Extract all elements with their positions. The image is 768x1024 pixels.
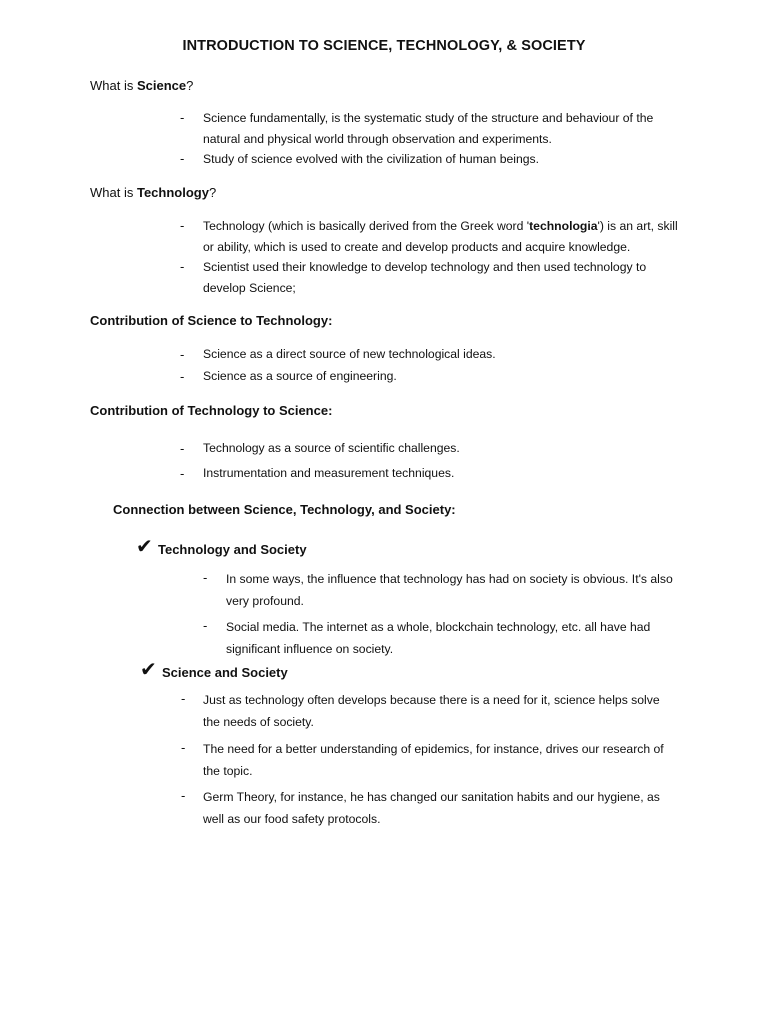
bullet-dash: -: [181, 691, 186, 706]
tech-society-bullet-1: In some ways, the influence that technology has had on society is obvious. It's also very profound.: [226, 572, 673, 608]
technology-bullet-1: [203, 216, 678, 257]
checkmark-icon: ✔: [140, 659, 157, 681]
bullet-dash: -: [180, 466, 185, 481]
bullet-dash: -: [180, 151, 185, 166]
sci-society-bullet-2: The need for a better understanding of epidemics, for instance, drives our research of the topic.: [203, 742, 664, 778]
science-term: Science: [136, 78, 187, 93]
connection-heading: Connection between Science, Technology, and Society:: [113, 502, 456, 517]
tech-to-sci-bullet-1: Technology as a source of scientific challenges.: [203, 441, 460, 455]
bullet-dash: -: [203, 570, 208, 585]
bullet-dash: -: [181, 788, 186, 803]
science-question-suffix: ?: [186, 78, 194, 93]
bullet-dash: -: [180, 259, 185, 274]
science-question-prefix: What is: [90, 78, 137, 93]
technology-bullet-1-pre: Technology (which is basically derived from the Greek word ': [203, 219, 530, 233]
sci-to-tech-heading: Contribution of Science to Technology:: [90, 313, 333, 328]
technology-question: [90, 185, 216, 200]
tech-society-heading: Technology and Society: [158, 542, 307, 557]
sci-society-bullet-1: Just as technology often develops because there is a need for it, science helps solve the needs of society.: [203, 693, 660, 729]
tech-to-sci-bullet-2: Instrumentation and measurement techniques.: [203, 466, 455, 480]
technologia-term: technologia: [529, 219, 598, 233]
sci-to-tech-bullet-1: Science as a direct source of new technological ideas.: [203, 347, 496, 361]
technology-bullet-2: Scientist used their knowledge to develop technology and then used technology to develop Science;: [203, 260, 647, 295]
bullet-dash: -: [203, 618, 208, 633]
technology-question-suffix: ?: [208, 185, 217, 200]
science-question: [90, 78, 193, 93]
bullet-dash: -: [180, 110, 185, 125]
science-bullet-2: Study of science evolved with the civilization of human beings.: [203, 152, 540, 166]
sci-society-heading: Science and Society: [162, 665, 288, 680]
sci-to-tech-bullet-2: Science as a source of engineering.: [203, 369, 397, 383]
technology-question-prefix: What is: [90, 185, 137, 200]
bullet-dash: -: [180, 369, 185, 384]
bullet-dash: -: [180, 441, 185, 456]
technology-bullet-1-post: ') is an art, skill or ability, which is used to create and develop products and acquire knowledge.: [203, 219, 678, 254]
tech-to-sci-heading: Contribution of Technology to Science:: [90, 403, 333, 418]
checkmark-icon: ✔: [136, 536, 153, 558]
technology-term: Technology: [136, 185, 209, 200]
science-bullet-1: Science fundamentally, is the systematic study of the structure and behaviour of the natural and physical world through observation and experiments.: [203, 111, 654, 146]
sci-society-bullet-3: Germ Theory, for instance, he has changed our sanitation habits and our hygiene, as well as our food safety protocols.: [203, 790, 660, 826]
page-title: INTRODUCTION TO SCIENCE, TECHNOLOGY, & SOCIETY: [182, 38, 586, 54]
tech-society-bullet-2: Social media. The internet as a whole, blockchain technology, etc. all have had significant influence on society.: [226, 620, 651, 656]
bullet-dash: -: [180, 218, 185, 233]
bullet-dash: -: [180, 347, 185, 362]
bullet-dash: -: [181, 740, 186, 755]
